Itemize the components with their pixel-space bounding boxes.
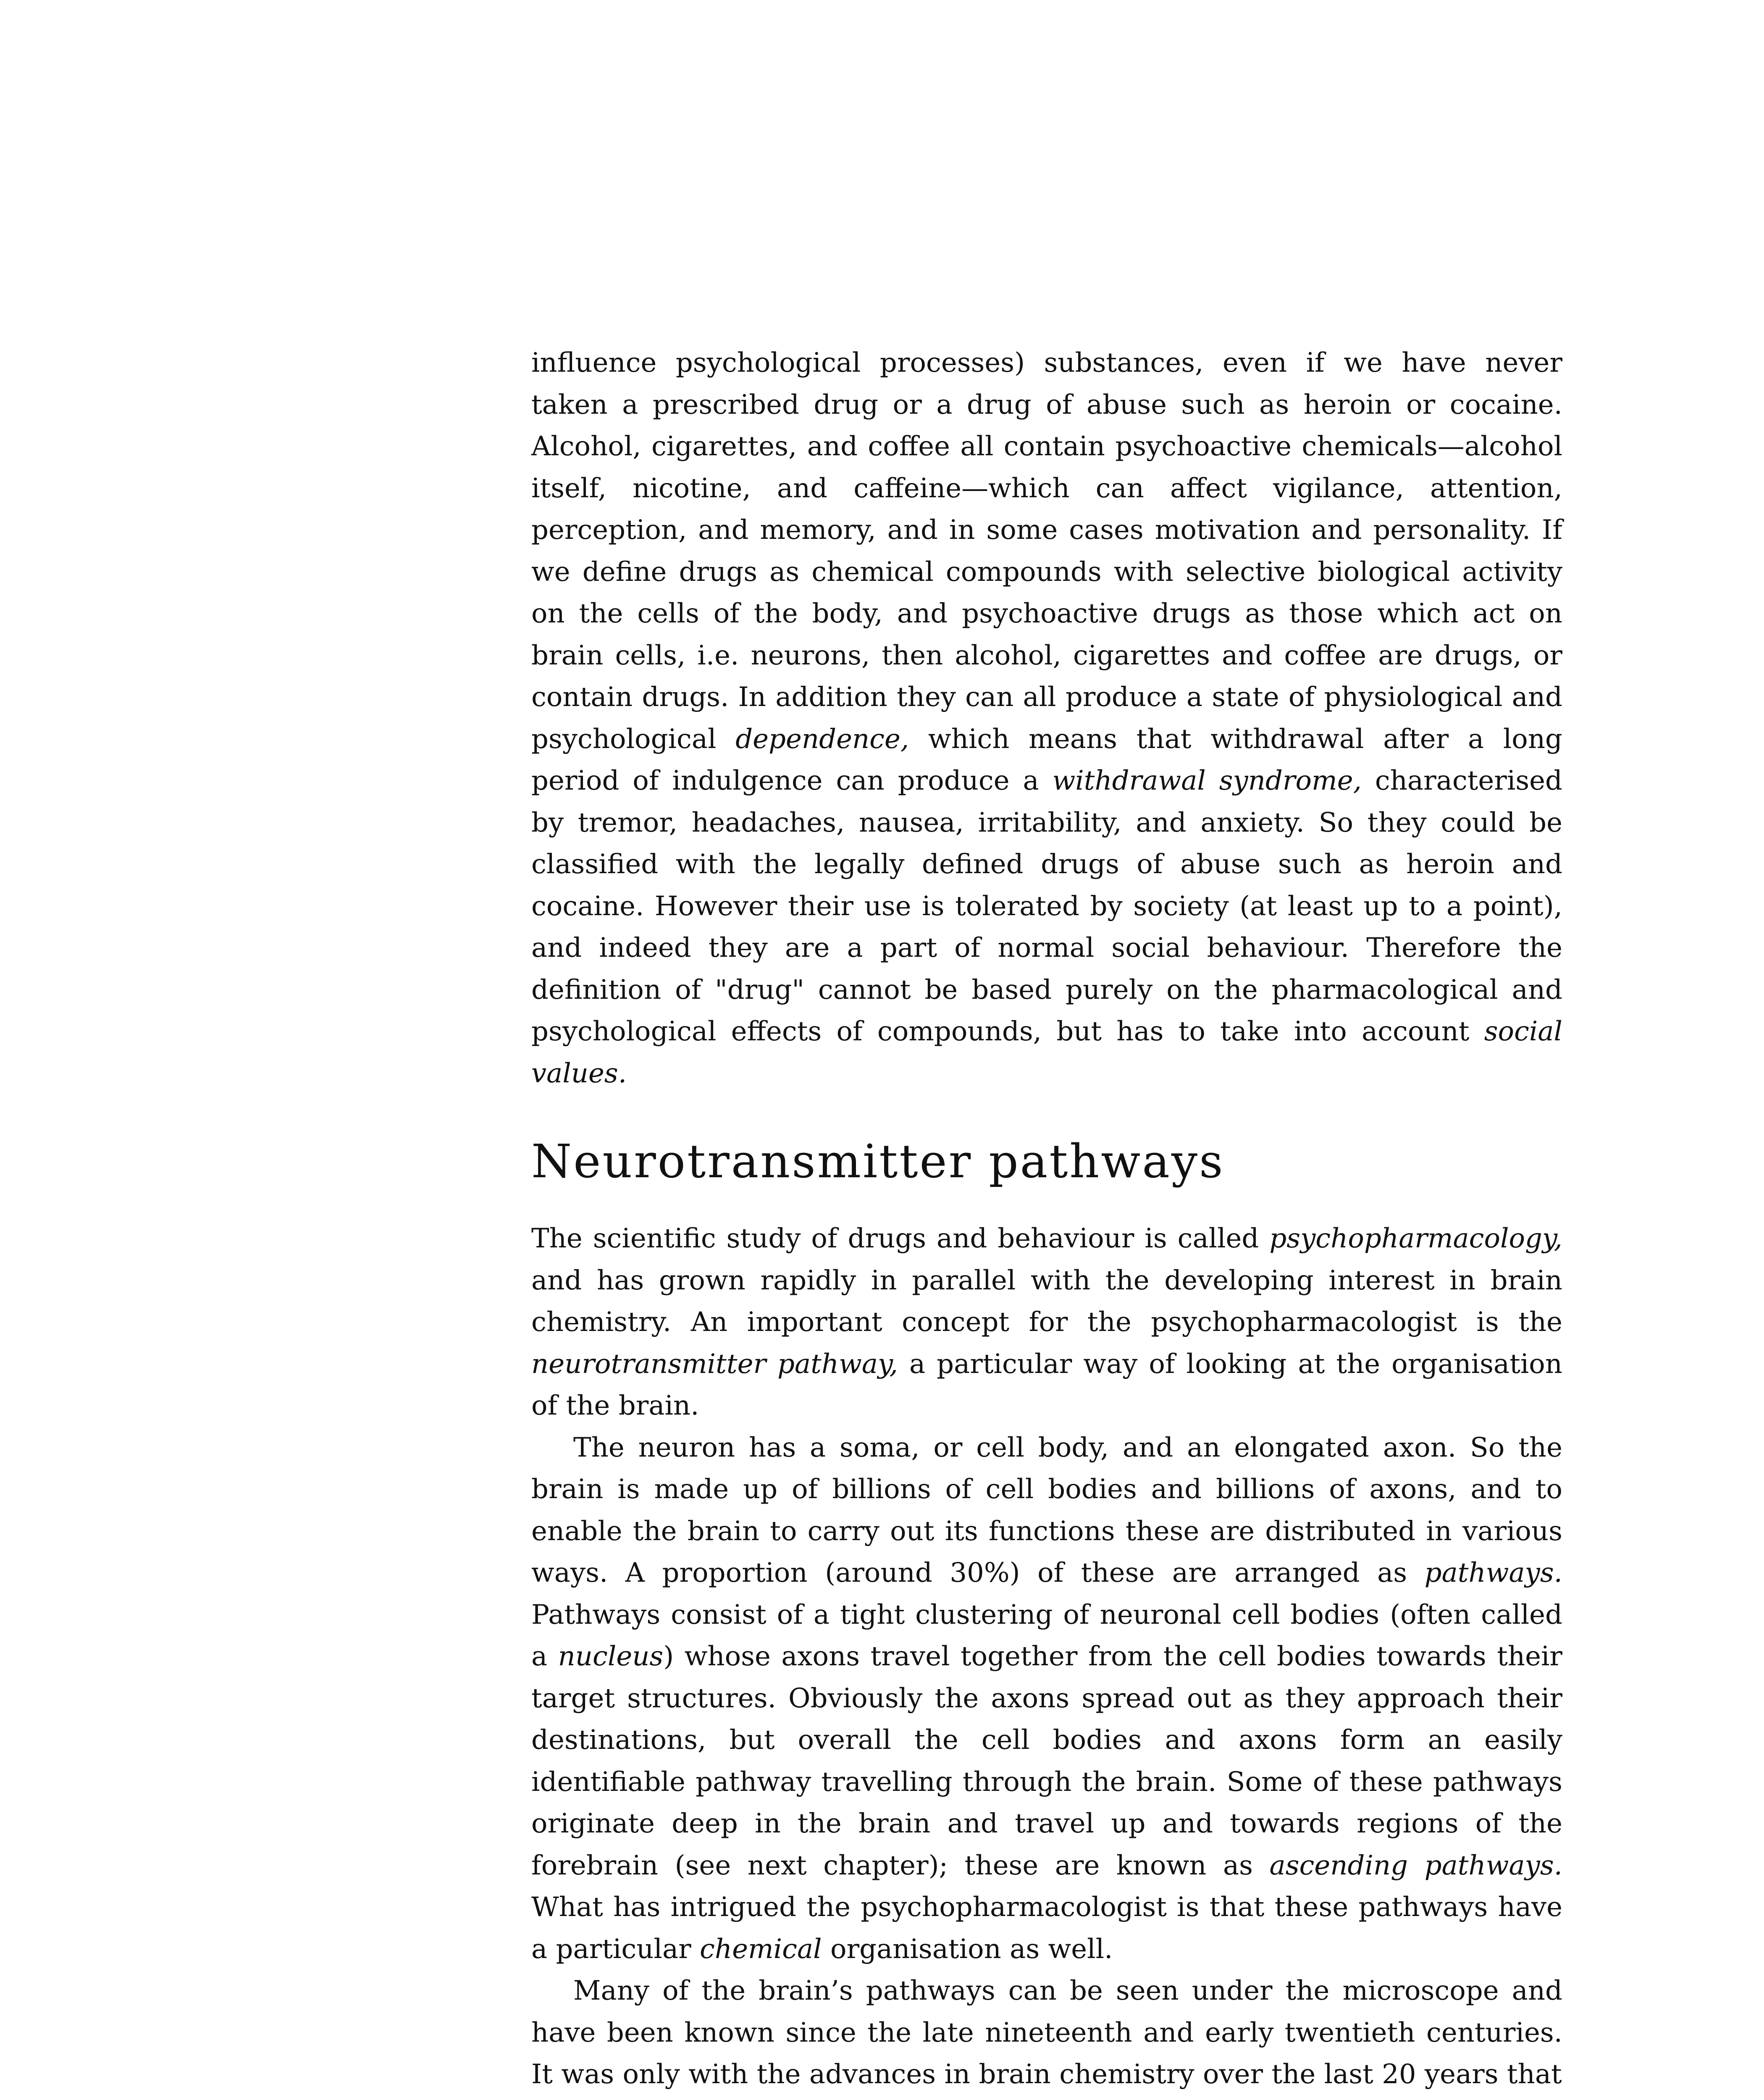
text-run: organisation as well. — [822, 1933, 1113, 1965]
emphasis-term: social values. — [531, 1016, 1562, 1089]
text-run: Pathways consist of a tight clustering of neuronal cell bodies (often called a — [531, 1599, 1562, 1672]
text-run: What has intrigued the psychopharmacologist is that these pathways have a particular — [531, 1892, 1562, 1965]
text-run: The neuron has a soma, or cell body, and an elongated axon. So the brain is made up of billions of cell bodies and billions of axons, and to enable the brain to carry out its functions these are distributed in various ways. A proportion (around 30%) of these are arranged as — [531, 1432, 1562, 1588]
section-paragraph — [531, 1970, 1562, 2096]
text-run: influence psychological processes) substances, even if we have never taken a prescribed drug or a drug of abuse such as heroin or cocaine. Alcohol, cigarettes, and coffee all contain psychoactive chemicals—alcohol itself, nicotine, and caffeine—which can affect vigilance, attention, perception, and memory, and in some cases motivation and personality. If we define drugs as chemical compounds with selective biological activity on the cells of the body, and psychoactive drugs as those which act on brain cells, i.e. neurons, then alcohol, cigarettes and coffee are drugs, or contain drugs. In addition they can all produce a state of physiological and psychological — [531, 347, 1562, 755]
section-paragraph — [531, 1218, 1562, 1427]
emphasis-term: psychopharmacology, — [1269, 1223, 1562, 1254]
emphasis-term: pathways. — [1424, 1557, 1562, 1588]
emphasis-term: ascending pathways. — [1269, 1850, 1563, 1881]
intro-paragraph-block — [531, 342, 1562, 1095]
emphasis-term: neurotransmitter pathway, — [531, 1348, 898, 1380]
text-run: ) whose axons travel together from the cell bodies towards their target structures. Obviously the axons spread out as they approach their destinations, but overall the cell bodies and axons form an easily identifiable pathway travelling through the brain. Some of these pathways originate deep in the brain and travel up and towards regions of the forebrain (see next chapter); these are known as — [531, 1641, 1563, 1881]
emphasis-term: withdrawal syndrome, — [1052, 765, 1362, 796]
text-run: which means that withdrawal after a long period of indulgence can produce a — [531, 723, 1563, 796]
text-run: and has grown rapidly in parallel with the developing interest in brain chemistry. An important concept for the psychopharmacologist is the — [531, 1265, 1562, 1338]
text-run: Many of the brain’s pathways can be seen under the microscope and have been known since the late nineteenth and early twentieth centuries. It was only with the advances in brain chemistry over the last 20 years that — [531, 1975, 1562, 2090]
section-paragraph — [531, 1427, 1562, 1971]
section-heading: Neurotransmitter pathways — [531, 1134, 1225, 1188]
section-body — [531, 1218, 1562, 2096]
text-run: a particular way of looking at the organisation of the brain. — [531, 1348, 1563, 1421]
emphasis-term: dependence, — [735, 723, 909, 755]
text-run: characterised by tremor, headaches, nausea, irritability, and anxiety. So they could be classified with the legally defined drugs of abuse such as heroin and cocaine. However their use is tolerated by society (at least up to a point), and indeed they are a part of normal social behaviour. Therefore the definition of "drug" cannot be based purely on the pharmacological and psychological effects of compounds, but has to take into account — [531, 765, 1563, 1047]
text-run: The scientific study of drugs and behaviour is called — [531, 1223, 1270, 1254]
emphasis-term: chemical — [700, 1933, 822, 1965]
emphasis-term: nucleus — [558, 1641, 664, 1672]
intro-paragraph — [531, 342, 1562, 1095]
